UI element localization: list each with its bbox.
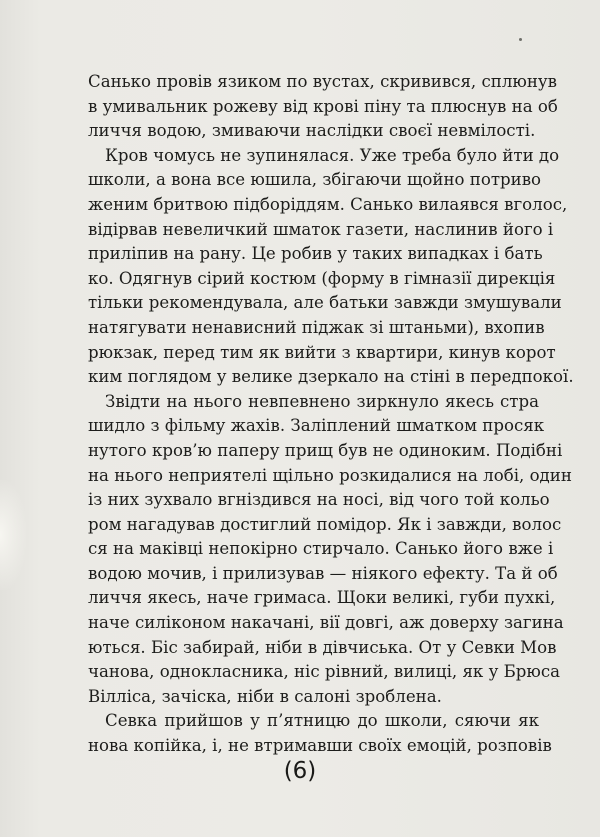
text-line: приліпив на рану. Це робив у таких випадках і бать	[88, 244, 543, 264]
text-line: нутого кров’ю паперу прищ був не одиноким. Подібні	[88, 440, 563, 460]
text-line: ром нагадував достиглий помідор. Як і завжди, волос	[88, 514, 562, 534]
text-line: Кров чомусь не зупинялася. Уже треба було йти до	[105, 145, 560, 165]
text-line: із них зухвало вгніздився на носі, від чого той кольо	[88, 490, 550, 510]
body-text	[88, 70, 574, 759]
text-line: ким поглядом у велике дзеркало на стіні в передпокої.	[88, 367, 574, 387]
text-line: рюкзак, перед тим як вийти з квартири, кинув корот	[88, 342, 556, 362]
text-line: ються. Біс забирай, ніби в дівчиська. От у Севки Мов	[88, 637, 557, 657]
text-line: школи, а вона все юшила, збігаючи щойно потриво	[88, 170, 542, 190]
text-line: личчя водою, змиваючи наслідки своєї невмілості.	[88, 121, 536, 141]
text-line: нова копійка, і, не втримавши своїх емоцій, розповів	[88, 736, 552, 756]
text-line: відірвав невеличкий шматок газети, наслинив його і	[88, 219, 554, 239]
text-line: в умивальник рожеву від крові піну та плюснув на об	[88, 96, 558, 116]
text-line: тільки рекомендувала, але батьки завжди змушували	[88, 293, 562, 313]
page-light-patch	[0, 480, 26, 590]
text-line: Севка прийшов у п’ятницю до школи, сяючи як	[105, 711, 539, 731]
text-line: Санько провів язиком по вустах, скривився, сплюнув	[88, 72, 557, 91]
text-line: чанова, однокласника, ніс рівний, вилиці, як у Брюса	[88, 662, 561, 682]
text-line: наче силіконом накачані, вії довгі, аж доверху загина	[88, 613, 564, 633]
text-line: женим бритвою підборіддям. Санько вилаявся вголос,	[88, 194, 568, 214]
text-line: ко. Одягнув сірий костюм (форму в гімназії дирекція	[88, 268, 556, 288]
text-line: Вілліса, зачіска, ніби в салоні зроблена.	[88, 686, 442, 706]
text-line: натягувати ненависний піджак зі штаньми), вхопив	[88, 317, 545, 337]
text-line: ся на маківці непокірно стирчало. Санько його вже і	[88, 539, 554, 559]
text-line: Звідти на нього невпевнено зиркнуло якесь стра	[105, 391, 539, 411]
text-line: шидло з фільму жахів. Заліплений шматком просяк	[88, 416, 545, 436]
text-line: личчя якесь, наче гримаса. Щоки великі, губи пухкі,	[88, 588, 556, 608]
page-number: (6)	[283, 758, 317, 784]
text-line: на нього неприятелі щільно розкидалися на лобі, один	[88, 465, 572, 485]
paper-speck	[519, 38, 522, 41]
text-line: водою мочив, і прилизував — ніякого ефекту. Та й об	[88, 563, 558, 583]
